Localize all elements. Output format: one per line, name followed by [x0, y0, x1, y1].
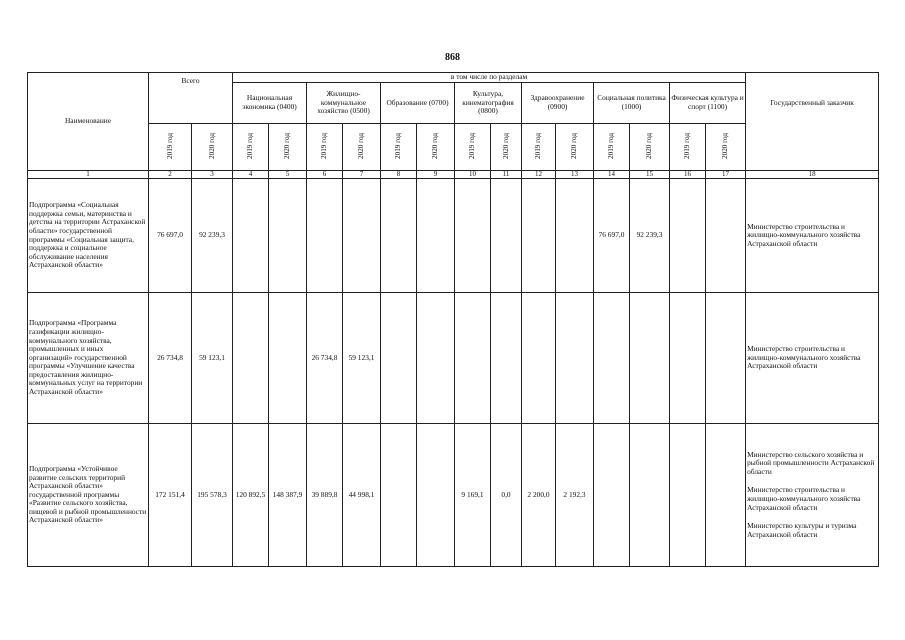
year-2020-header: 2020 год	[192, 124, 233, 171]
value-cell	[556, 293, 594, 424]
column-number: 7	[343, 171, 381, 179]
column-number: 10	[455, 171, 491, 179]
value-cell	[670, 179, 706, 293]
customer-name: Министерство строительства и жилищно-коммунального хозяйства Астраханской области	[747, 344, 861, 371]
header-section: Национальная экономика (0400)	[233, 83, 307, 124]
value-cell: 120 892,5	[233, 424, 269, 567]
column-number: 5	[269, 171, 307, 179]
value-cell	[417, 293, 455, 424]
column-number: 15	[630, 171, 670, 179]
value-cell: 172 151,4	[149, 424, 192, 567]
column-number-row	[28, 171, 879, 179]
value-cell	[343, 179, 381, 293]
value-cell	[417, 179, 455, 293]
column-number: 3	[192, 171, 233, 179]
value-cell	[706, 293, 746, 424]
row-name: Подпрограмма «Устойчивое развитие сельских территорий Астраханской области» государственной программы «Развитие сельского хозяйства, пищевой и рыбной промышленности Астраханской области»	[28, 424, 149, 567]
value-cell: 76 697,0	[594, 179, 630, 293]
value-cell	[670, 424, 706, 567]
value-cell	[522, 293, 556, 424]
value-cell	[381, 424, 417, 567]
column-number: 16	[670, 171, 706, 179]
column-number: 13	[556, 171, 594, 179]
value-cell: 0,0	[491, 424, 522, 567]
header-section: Физическая культура и спорт (1100)	[670, 83, 746, 124]
value-cell: 148 387,9	[269, 424, 307, 567]
year-2019-header: 2019 год	[594, 124, 630, 171]
page-number: 868	[445, 52, 460, 63]
value-cell	[630, 424, 670, 567]
year-2020-header: 2020 год	[491, 124, 522, 171]
value-cell	[706, 424, 746, 567]
year-2019-header: 2019 год	[307, 124, 343, 171]
column-number: 11	[491, 171, 522, 179]
header-section: Социальная политика (1000)	[594, 83, 670, 124]
value-cell: 59 123,1	[192, 293, 233, 424]
value-cell	[233, 179, 269, 293]
value-cell: 92 239,3	[630, 179, 670, 293]
value-cell	[594, 424, 630, 567]
column-number: 4	[233, 171, 269, 179]
customer-cell	[746, 179, 879, 293]
year-2020-header: 2020 год	[556, 124, 594, 171]
customer-name: Министерство культуры и туризма Астраханской области	[747, 521, 857, 539]
value-cell	[522, 179, 556, 293]
value-cell	[491, 179, 522, 293]
value-cell	[455, 293, 491, 424]
value-cell: 26 734,8	[307, 293, 343, 424]
value-cell: 9 169,1	[455, 424, 491, 567]
row-name: Подпрограмма «Социальная поддержка семьи, материнства и детства на территории Астраханской области» государственной программы «Социальная защита, поддержка и социальное обслуживание населения Астраханской области»	[28, 179, 149, 293]
year-2020-header: 2020 год	[630, 124, 670, 171]
row-name: Подпрограмма «Программа газификации жилищно-коммунального хозяйства, промышленных и иных организаций» государственной программы «Улучшение качества предоставления жилищно-коммунальных услуг на территории Астраханской области»	[28, 293, 149, 424]
year-2020-header: 2020 год	[343, 124, 381, 171]
year-2020-header: 2020 год	[417, 124, 455, 171]
year-2019-header: 2019 год	[455, 124, 491, 171]
year-2019-header: 2019 год	[670, 124, 706, 171]
value-cell	[381, 179, 417, 293]
customer-name: Министерство строительства и жилищно-коммунального хозяйства Астраханской области	[747, 485, 861, 512]
value-cell: 76 697,0	[149, 179, 192, 293]
column-number: 9	[417, 171, 455, 179]
customer-name: Министерство строительства и жилищно-коммунального хозяйства Астраханской области	[747, 221, 861, 248]
value-cell	[630, 293, 670, 424]
header-section: Здравоохранение (0900)	[522, 83, 594, 124]
value-cell	[307, 179, 343, 293]
value-cell: 26 734,8	[149, 293, 192, 424]
customer-cell	[746, 293, 879, 424]
value-cell: 44 998,1	[343, 424, 381, 567]
value-cell	[269, 293, 307, 424]
value-cell	[417, 424, 455, 567]
value-cell: 2 200,0	[522, 424, 556, 567]
value-cell	[594, 293, 630, 424]
value-cell	[670, 293, 706, 424]
table-row	[28, 424, 879, 567]
value-cell: 2 192,3	[556, 424, 594, 567]
year-2019-header: 2019 год	[233, 124, 269, 171]
header-section: Образование (0700)	[381, 83, 455, 124]
budget-table	[27, 72, 879, 567]
column-number: 17	[706, 171, 746, 179]
header-total: Всего	[149, 73, 233, 124]
year-2019-header: 2019 год	[149, 124, 192, 171]
column-number: 1	[28, 171, 149, 179]
year-2020-header: 2020 год	[706, 124, 746, 171]
year-2020-header: 2020 год	[269, 124, 307, 171]
header-section: Культура, кинематография (0800)	[455, 83, 522, 124]
value-cell: 195 578,3	[192, 424, 233, 567]
column-number: 18	[746, 171, 879, 179]
value-cell	[269, 179, 307, 293]
header-name: Наименование	[28, 73, 149, 171]
value-cell	[455, 179, 491, 293]
header-customer: Государственный заказчик	[746, 73, 879, 171]
customer-cell	[746, 424, 879, 567]
column-number: 6	[307, 171, 343, 179]
customer-name: Министерство сельского хозяйства и рыбной промышленности Астраханской области	[747, 449, 875, 476]
header-sections-title: в том числе по разделам	[233, 73, 746, 83]
column-number: 2	[149, 171, 192, 179]
value-cell	[706, 179, 746, 293]
column-number: 12	[522, 171, 556, 179]
value-cell	[381, 293, 417, 424]
value-cell	[491, 293, 522, 424]
table-row	[28, 293, 879, 424]
column-number: 14	[594, 171, 630, 179]
value-cell	[556, 179, 594, 293]
value-cell: 92 239,3	[192, 179, 233, 293]
header-section: Жилищно-коммунальное хозяйство (0500)	[307, 83, 381, 124]
column-number: 8	[381, 171, 417, 179]
table-row	[28, 179, 879, 293]
value-cell: 59 123,1	[343, 293, 381, 424]
year-2019-header: 2019 год	[381, 124, 417, 171]
value-cell: 39 889,8	[307, 424, 343, 567]
year-2019-header: 2019 год	[522, 124, 556, 171]
value-cell	[233, 293, 269, 424]
